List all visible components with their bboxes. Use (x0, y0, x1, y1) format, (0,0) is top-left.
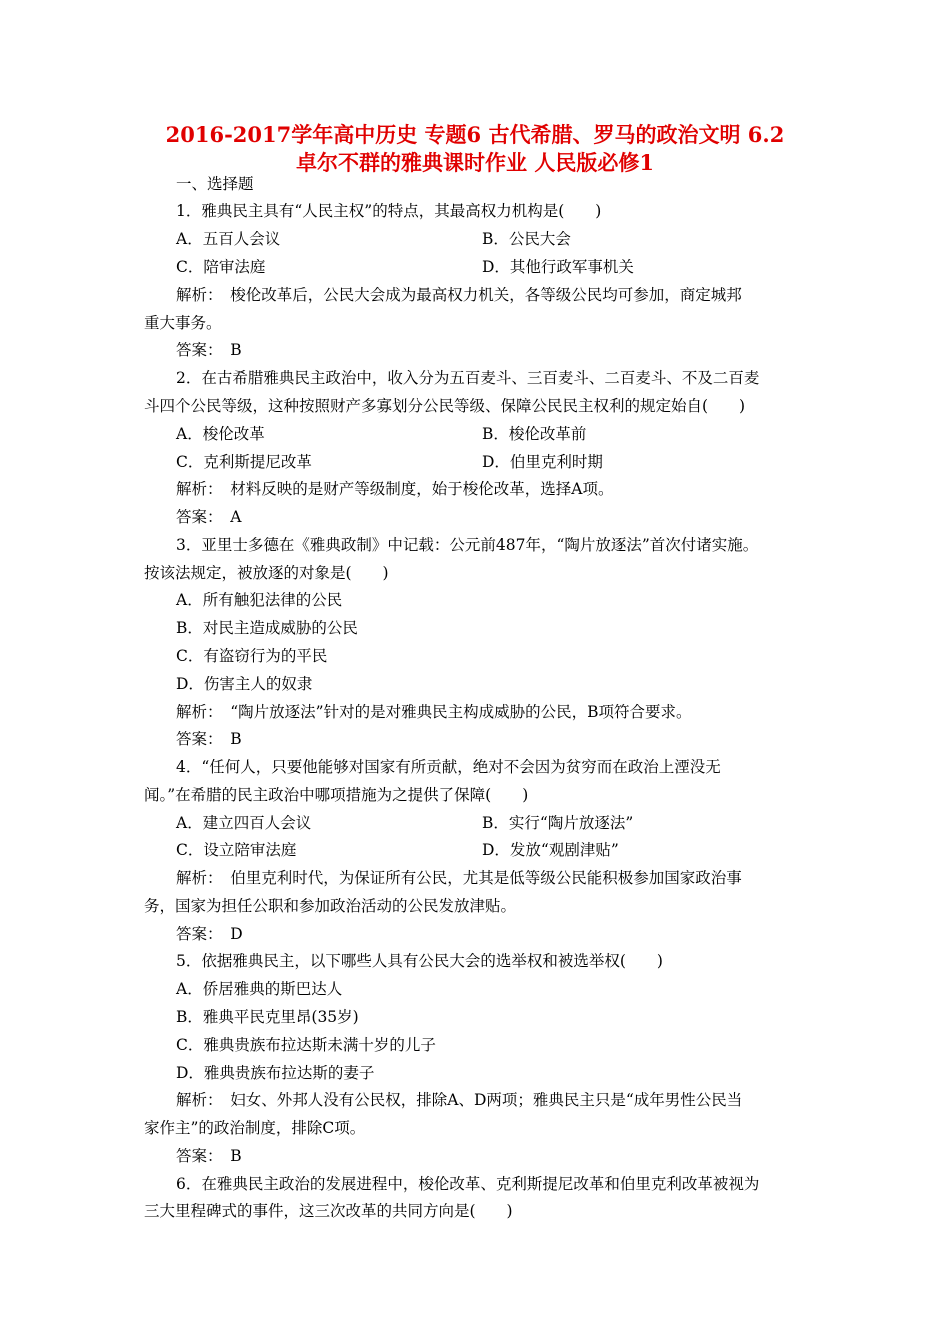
q3-option-a: A．所有触犯法律的公民 (176, 591, 343, 609)
section-heading: 一、选择题 (176, 175, 254, 193)
q2-explanation: 解析： 材料反映的是财产等级制度，始于梭伦改革，选择A项。 (176, 480, 614, 498)
q2-option-c: C．克利斯提尼改革 (176, 453, 312, 471)
q5-explanation-cont: 家作主”的政治制度，排除C项。 (144, 1119, 366, 1137)
q2-stem: 2．在古希腊雅典民主政治中，收入分为五百麦斗、三百麦斗、二百麦斗、不及二百麦 (176, 369, 760, 387)
q1-option-d: D．其他行政军事机关 (482, 258, 634, 276)
q3-answer: 答案： B (176, 730, 242, 748)
q1-option-c: C．陪审法庭 (176, 258, 266, 276)
q4-explanation-cont: 务，国家为担任公职和参加政治活动的公民发放津贴。 (144, 897, 517, 915)
q1-option-a: A．五百人会议 (176, 230, 281, 248)
q5-option-c: C．雅典贵族布拉达斯未满十岁的儿子 (176, 1036, 436, 1054)
q5-explanation: 解析： 妇女、外邦人没有公民权，排除A、D两项；雅典民主只是“成年男性公民当 (176, 1091, 743, 1109)
q4-stem-cont: 闻。”在希腊的民主政治中哪项措施为之提供了保障( ) (144, 786, 529, 804)
q4-option-d: D．发放“观剧津贴” (482, 841, 619, 859)
q6-stem-cont: 三大里程碑式的事件，这三次改革的共同方向是( ) (144, 1202, 513, 1220)
q3-option-d: D．伤害主人的奴隶 (176, 675, 313, 693)
q2-option-a: A．梭伦改革 (176, 425, 265, 443)
q3-explanation: 解析： “陶片放逐法”针对的是对雅典民主构成威胁的公民，B项符合要求。 (176, 703, 692, 721)
q5-answer: 答案： B (176, 1147, 242, 1165)
q3-option-b: B．对民主造成威胁的公民 (176, 619, 358, 637)
q2-stem-cont: 斗四个公民等级，这种按照财产多寡划分公民等级、保障公民民主权利的规定始自( ) (144, 397, 746, 415)
q4-explanation: 解析： 伯里克利时代，为保证所有公民，尤其是低等级公民能积极参加国家政治事 (176, 869, 742, 887)
q5-option-b: B．雅典平民克里昂(35岁) (176, 1008, 359, 1026)
q3-stem: 3．亚里士多德在《雅典政制》中记载：公元前487年，“陶片放逐法”首次付诸实施。 (176, 536, 759, 554)
q2-option-d: D．伯里克利时期 (482, 453, 603, 471)
q2-answer: 答案： A (176, 508, 242, 526)
q5-stem: 5．依据雅典民主，以下哪些人具有公民大会的选举权和被选举权( ) (176, 952, 663, 970)
q1-option-b: B．公民大会 (482, 230, 571, 248)
q6-stem: 6．在雅典民主政治的发展进程中，梭伦改革、克利斯提尼改革和伯里克利改革被视为 (176, 1175, 760, 1193)
q2-option-b: B．梭伦改革前 (482, 425, 587, 443)
q5-option-d: D．雅典贵族布拉达斯的妻子 (176, 1064, 375, 1082)
q4-option-c: C．设立陪审法庭 (176, 841, 297, 859)
q4-stem: 4．“任何人，只要他能够对国家有所贡献，绝对不会因为贫穷而在政治上湮没无 (176, 758, 721, 776)
doc-title-line-1: 2016-2017学年高中历史 专题6 古代希腊、罗马的政治文明 6.2 (165, 122, 785, 147)
q1-explanation-cont: 重大事务。 (144, 314, 222, 332)
q3-stem-cont: 按该法规定，被放逐的对象是( ) (144, 564, 389, 582)
q4-answer: 答案： D (176, 925, 243, 943)
q5-option-a: A．侨居雅典的斯巴达人 (176, 980, 343, 998)
q1-answer: 答案： B (176, 341, 242, 359)
q3-option-c: C．有盗窃行为的平民 (176, 647, 328, 665)
doc-title-line-2: 卓尔不群的雅典课时作业 人民版必修1 (296, 150, 654, 175)
q1-stem: 1．雅典民主具有“人民主权”的特点，其最高权力机构是( ) (176, 202, 602, 220)
q4-option-b: B．实行“陶片放逐法” (482, 814, 634, 832)
q4-option-a: A．建立四百人会议 (176, 814, 312, 832)
q1-explanation: 解析： 梭伦改革后，公民大会成为最高权力机关，各等级公民均可参加，商定城邦 (176, 286, 742, 304)
